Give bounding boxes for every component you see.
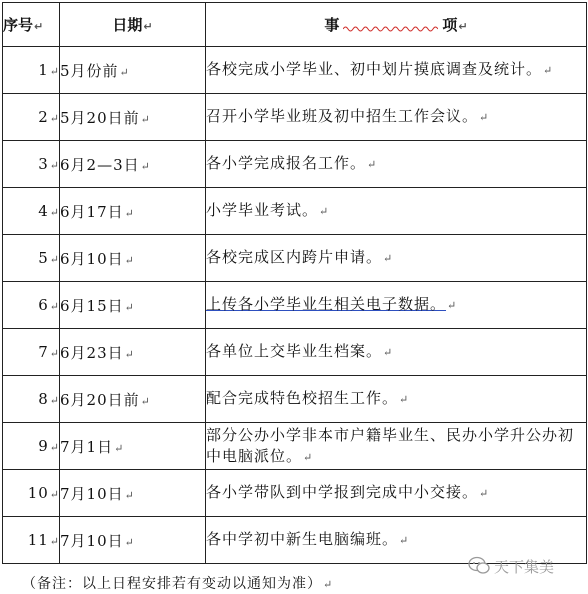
row-item: 各小学完成报名工作。↵ — [206, 141, 587, 188]
paragraph-mark-icon: ↵ — [34, 20, 44, 33]
table-row — [3, 47, 587, 94]
paragraph-mark-icon: ↵ — [49, 300, 59, 313]
header-seq: 序号↵ — [3, 3, 60, 47]
footnote: （备注：以上日程安排若有变动以通知为准）↵ — [22, 576, 333, 592]
paragraph-mark-icon: ↵ — [49, 441, 59, 454]
row-seq: 11↵ — [3, 517, 60, 564]
row-item: 各小学带队到中学报到完成中小交接。↵ — [206, 470, 587, 517]
row-date: 7月10日↵ — [60, 470, 206, 517]
paragraph-mark-icon: ↵ — [319, 205, 329, 218]
row-seq: 10↵ — [3, 470, 60, 517]
paragraph-mark-icon: ↵ — [114, 441, 124, 455]
paragraph-mark-icon: ↵ — [303, 450, 313, 464]
row-seq: 1↵ — [3, 47, 60, 94]
row-date: 5月20日前↵ — [60, 94, 206, 141]
paragraph-mark-icon: ↵ — [140, 394, 150, 408]
paragraph-mark-icon: ↵ — [383, 346, 393, 359]
paragraph-mark-icon: ↵ — [119, 65, 129, 79]
row-date: 5月份前↵ — [60, 47, 206, 94]
row-date: 6月10日↵ — [60, 235, 206, 282]
paragraph-mark-icon: ↵ — [447, 299, 457, 312]
watermark — [468, 555, 584, 577]
paragraph-mark-icon: ↵ — [49, 535, 59, 548]
row-seq: 8↵ — [3, 376, 60, 423]
header-date: 日期↵ — [60, 3, 206, 47]
table-row — [3, 470, 587, 517]
paragraph-mark-icon: ↵ — [479, 111, 489, 124]
paragraph-mark-icon: ↵ — [124, 300, 134, 314]
row-seq: 4↵ — [3, 188, 60, 235]
paragraph-mark-icon: ↵ — [124, 535, 134, 549]
paragraph-mark-icon: ↵ — [124, 206, 134, 220]
watermark-text: 天下集美 — [494, 557, 555, 576]
row-item: 召开小学毕业班及初中招生工作会议。↵ — [206, 94, 587, 141]
row-seq: 7↵ — [3, 329, 60, 376]
paragraph-mark-icon: ↵ — [323, 578, 333, 591]
paragraph-mark-icon: ↵ — [49, 206, 59, 219]
paragraph-mark-icon: ↵ — [543, 64, 553, 77]
row-seq: 3↵ — [3, 141, 60, 188]
row-date: 6月23日↵ — [60, 329, 206, 376]
paragraph-mark-icon: ↵ — [49, 253, 59, 266]
table-row — [3, 94, 587, 141]
row-seq: 2↵ — [3, 94, 60, 141]
row-date: 6月17日↵ — [60, 188, 206, 235]
row-item: 部分公办小学非本市户籍毕业生、民办小学升公办初中电脑派位。↵ — [206, 423, 587, 470]
chat-bubble-icon — [468, 556, 490, 576]
row-item: 各单位上交毕业生档案。↵ — [206, 329, 587, 376]
paragraph-mark-icon: ↵ — [143, 20, 153, 33]
table-row — [3, 235, 587, 282]
row-item: 小学毕业考试。↵ — [206, 188, 587, 235]
header-row — [3, 3, 587, 47]
paragraph-mark-icon: ↵ — [140, 112, 150, 126]
paragraph-mark-icon: ↵ — [140, 159, 150, 173]
row-seq: 6↵ — [3, 282, 60, 329]
spellcheck-squiggle-icon — [343, 25, 438, 33]
table-row — [3, 423, 587, 470]
paragraph-mark-icon: ↵ — [399, 534, 409, 547]
row-item: 各中学初中新生电脑编班。↵ — [206, 517, 587, 564]
paragraph-mark-icon: ↵ — [383, 252, 393, 265]
paragraph-mark-icon: ↵ — [479, 487, 489, 500]
header-item: 事 项↵ — [206, 3, 587, 47]
paragraph-mark-icon: ↵ — [399, 393, 409, 406]
paragraph-mark-icon: ↵ — [49, 112, 59, 125]
paragraph-mark-icon: ↵ — [124, 253, 134, 267]
row-item: 各校完成小学毕业、初中划片摸底调查及统计。↵ — [206, 47, 587, 94]
row-date: 7月1日↵ — [60, 423, 206, 470]
schedule-table — [2, 2, 587, 564]
paragraph-mark-icon: ↵ — [367, 158, 377, 171]
paragraph-mark-icon: ↵ — [49, 488, 59, 501]
paragraph-mark-icon: ↵ — [458, 20, 468, 33]
paragraph-mark-icon: ↵ — [49, 159, 59, 172]
row-item: 配合完成特色校招生工作。↵ — [206, 376, 587, 423]
row-item: 各校完成区内跨片申请。↵ — [206, 235, 587, 282]
table-row — [3, 188, 587, 235]
paragraph-mark-icon: ↵ — [124, 347, 134, 361]
row-item: 上传各小学毕业生相关电子数据。↵ — [206, 282, 587, 329]
paragraph-mark-icon: ↵ — [49, 65, 59, 78]
table-row — [3, 282, 587, 329]
row-date: 6月20日前↵ — [60, 376, 206, 423]
row-date: 6月2—3日↵ — [60, 141, 206, 188]
paragraph-mark-icon: ↵ — [49, 394, 59, 407]
table-row — [3, 376, 587, 423]
row-date: 7月10日↵ — [60, 517, 206, 564]
row-seq: 5↵ — [3, 235, 60, 282]
table-row — [3, 329, 587, 376]
paragraph-mark-icon: ↵ — [49, 347, 59, 360]
row-date: 6月15日↵ — [60, 282, 206, 329]
paragraph-mark-icon: ↵ — [124, 488, 134, 502]
row-seq: 9↵ — [3, 423, 60, 470]
table-row — [3, 141, 587, 188]
